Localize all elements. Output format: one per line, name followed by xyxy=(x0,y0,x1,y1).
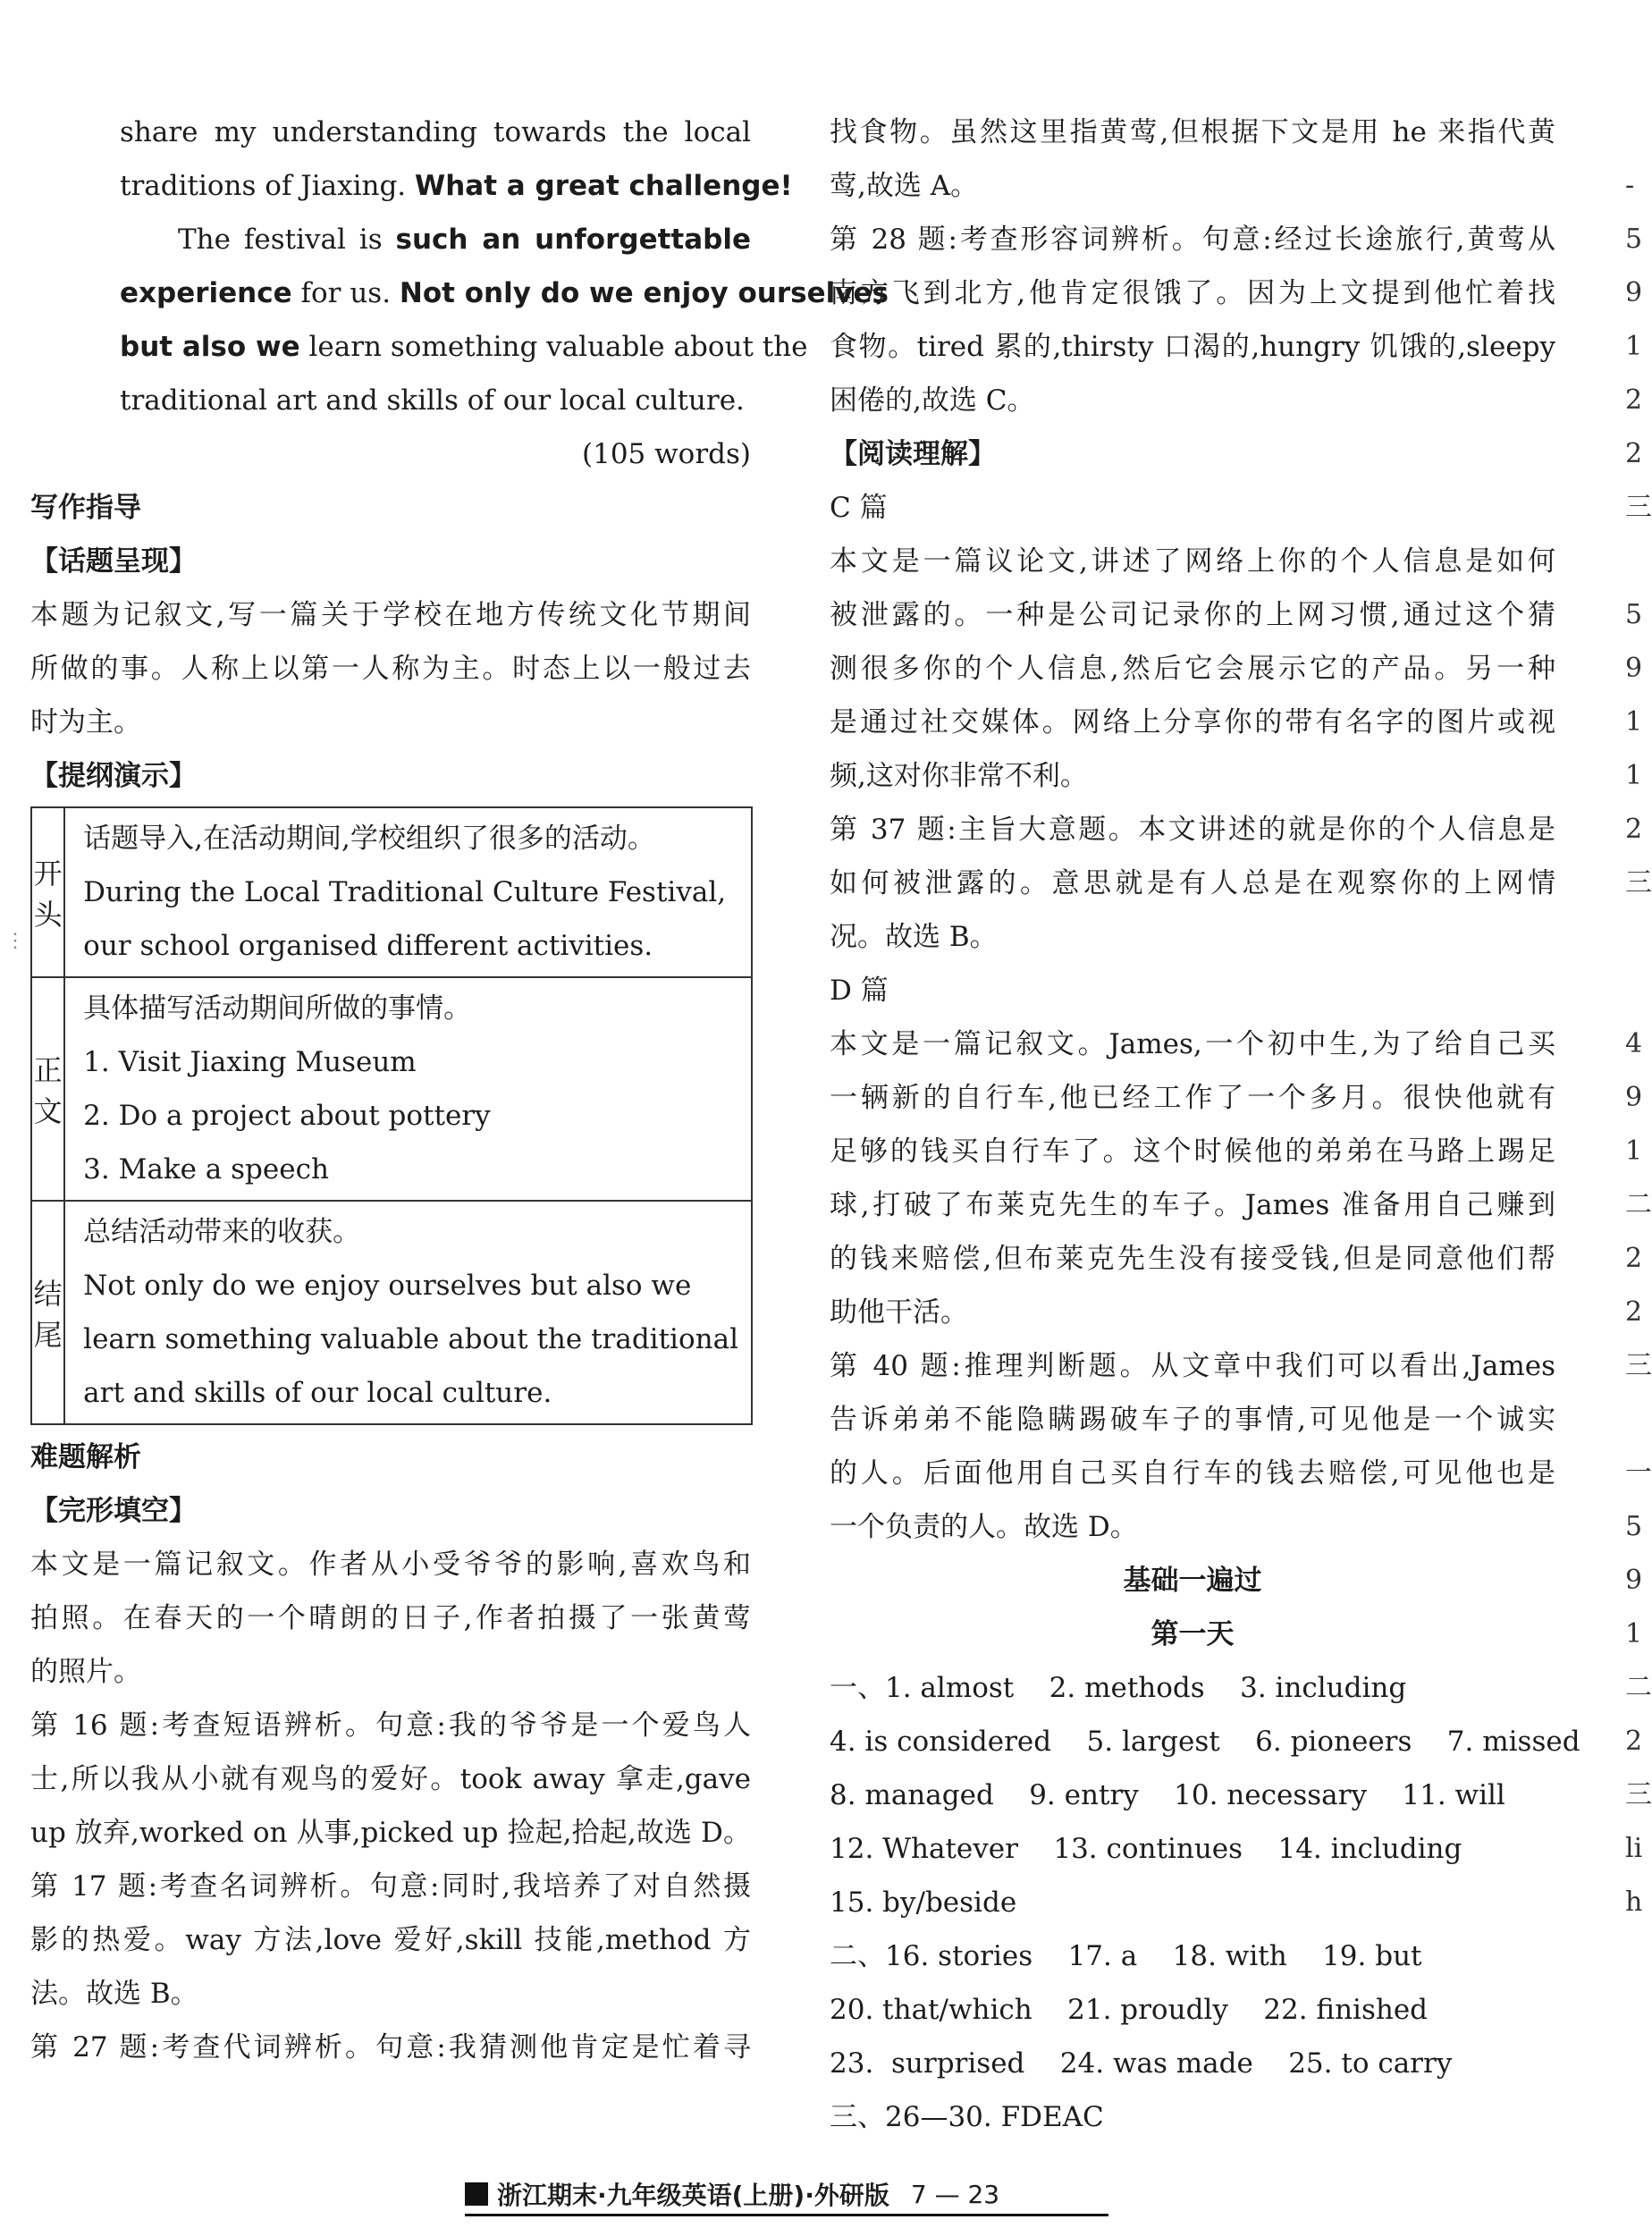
edge-fragment xyxy=(1625,1393,1642,1447)
topic-line: 本题为记叙文,写一篇关于学校在地方传统文化节期间 xyxy=(30,599,751,631)
edge-fragment: 2 xyxy=(1625,1296,1643,1328)
explanation-line: 南方飞到北方,他肯定很饿了。因为上文提到他忙着找 xyxy=(830,277,1555,309)
passage-d-title: D 篇 xyxy=(830,975,889,1007)
explanation-line: 困倦的,故选 C。 xyxy=(830,384,1035,417)
outline-line: learn something valuable about the traditional xyxy=(83,1323,738,1355)
edge-fragment: 三 xyxy=(1625,1779,1652,1810)
edge-fragment: 1 xyxy=(1625,1618,1643,1650)
difficult-heading: 难题解析 xyxy=(30,1441,141,1473)
topic-line: 所做的事。人称上以第一人称为主。时态上以一般过去 xyxy=(30,653,751,685)
page-number: 7 — 23 xyxy=(910,2179,1000,2209)
explanation-line: 第 28 题:考查形容词辨析。句意:经过长途旅行,黄莺从 xyxy=(830,224,1555,256)
passage-d-line: 的人。后面他用自己买自行车的钱去赔偿,可见他也是 xyxy=(830,1457,1555,1490)
answer-line: 8. managed 9. entry 10. necessary 11. will xyxy=(830,1779,1505,1811)
reading-heading: 【阅读理解】 xyxy=(830,438,996,470)
essay-line-6: traditional art and skills of our local culture. xyxy=(120,384,745,417)
answer-line: 12. Whatever 13. continues 14. including xyxy=(830,1833,1462,1865)
passage-c-line: 是通过社交媒体。网络上分享你的带有名字的图片或视 xyxy=(830,706,1555,738)
edge-fragment: 1 xyxy=(1625,760,1643,791)
cloze-line: 第 16 题:考查短语辨析。句意:我的爷爷是一个爱鸟人 xyxy=(30,1709,751,1742)
passage-d-line: 一辆新的自行车,他已经工作了一个多月。很快他就有 xyxy=(830,1082,1555,1114)
footer-rule xyxy=(465,2214,1108,2216)
explanation-line: 莺,故选 A。 xyxy=(830,170,979,202)
passage-d-line: 本文是一篇记叙文。James,一个初中生,为了给自己买 xyxy=(830,1028,1555,1060)
answer-line: 三、26—30. FDEAC xyxy=(830,2101,1104,2133)
answer-line: 23. surprised 24. was made 25. to carry xyxy=(830,2047,1453,2080)
outline-row-ending xyxy=(31,1201,752,1424)
edge-fragment: 2 xyxy=(1625,384,1643,416)
answer-line: 一、1. almost 2. methods 3. including xyxy=(830,1672,1407,1704)
footer-block-icon xyxy=(465,2182,488,2206)
outline-label: 开头 xyxy=(31,807,64,977)
passage-d-line: 球,打破了布莱克先生的车子。James 准备用自己赚到 xyxy=(830,1189,1555,1221)
edge-fragment: 2 xyxy=(1625,438,1643,469)
footer-title: 浙江期末·九年级英语(上册)·外研版 xyxy=(497,2181,889,2210)
passage-c-title: C 篇 xyxy=(830,492,888,524)
edge-fragment: li xyxy=(1625,1833,1643,1864)
edge-fragment: 1 xyxy=(1625,331,1643,362)
essay-line-4: experience for us. Not only do we enjoy ourselves xyxy=(120,277,889,309)
edge-fragment: 三 xyxy=(1625,867,1652,899)
edge-fragment: 5 xyxy=(1625,599,1643,630)
explanation-line: 食物。tired 累的,thirsty 口渴的,hungry 饥饿的,sleepy xyxy=(830,331,1555,363)
edge-fragment: 2 xyxy=(1625,1243,1643,1274)
word-count: (105 words) xyxy=(582,438,751,470)
edge-fragment: 5 xyxy=(1625,224,1643,255)
edge-fragment: 4 xyxy=(1625,1028,1643,1059)
cloze-heading: 【完形填空】 xyxy=(30,1495,197,1527)
answer-line: 20. that/which 21. proudly 22. finished xyxy=(830,1994,1429,2026)
topic-line: 时为主。 xyxy=(30,706,141,738)
passage-c-line: 第 37 题:主旨大意题。本文讲述的就是你的个人信息是 xyxy=(830,814,1555,846)
section-title: 基础一遍过 xyxy=(1123,1565,1262,1597)
cloze-line: 法。故选 B。 xyxy=(30,1978,198,2010)
essay-line-3: The festival is such an unforgettable xyxy=(178,224,751,256)
essay-line-1: share my understanding towards the local xyxy=(120,116,751,148)
cloze-line: 第 17 题:考查名词辨析。句意:同时,我培养了对自然摄 xyxy=(30,1870,751,1903)
passage-d-line: 助他干活。 xyxy=(830,1296,968,1329)
writing-guide-heading: 写作指导 xyxy=(30,492,141,524)
edge-fragment: 三 xyxy=(1625,1350,1652,1381)
outline-content xyxy=(64,1201,752,1424)
outline-line: 具体描写活动期间所做的事情。 xyxy=(83,992,472,1025)
cloze-line: up 放弃,worked on 从事,picked up 捡起,拾起,故选 D。 xyxy=(30,1817,751,1849)
topic-heading: 【话题呈现】 xyxy=(30,545,197,578)
cloze-line: 影的热爱。way 方法,love 爱好,skill 技能,method 方 xyxy=(30,1924,751,1956)
outline-line: 3. Make a speech xyxy=(83,1153,329,1186)
outline-content xyxy=(64,977,752,1201)
cloze-line: 的照片。 xyxy=(30,1656,141,1688)
passage-c-line: 如何被泄露的。意思就是有人总是在观察你的上网情 xyxy=(830,867,1555,899)
binding-mark: ⋮ xyxy=(5,930,25,952)
edge-fragments xyxy=(1625,159,1652,1929)
passage-c-line: 频,这对你非常不利。 xyxy=(830,760,1088,792)
outline-line: Not only do we enjoy ourselves but also we xyxy=(83,1270,692,1302)
page-footer xyxy=(465,2174,1108,2214)
outline-line: 总结活动带来的收获。 xyxy=(83,1216,361,1248)
answer-line: 二、16. stories 17. a 18. with 19. but xyxy=(830,1940,1422,1972)
answer-line: 15. by/beside xyxy=(830,1886,1017,1919)
edge-fragment: h xyxy=(1625,1886,1643,1918)
essay-line-2: traditions of Jiaxing. What a great challenge! xyxy=(120,170,793,202)
outline-line: 2. Do a project about pottery xyxy=(83,1100,491,1132)
outline-line: 1. Visit Jiaxing Museum xyxy=(83,1046,417,1078)
edge-fragment xyxy=(1625,535,1642,588)
cloze-line: 拍照。在春天的一个晴朗的日子,作者拍摄了一张黄莺 xyxy=(30,1602,751,1634)
edge-fragment xyxy=(1625,964,1642,1017)
cloze-line: 本文是一篇记叙文。作者从小受爷爷的影响,喜欢鸟和 xyxy=(30,1549,751,1581)
passage-c-line: 被泄露的。一种是公司记录你的上网习惯,通过这个猜 xyxy=(830,599,1555,631)
outline-row-opening xyxy=(31,807,752,977)
outline-line: art and skills of our local culture. xyxy=(83,1377,552,1409)
day-title: 第一天 xyxy=(1150,1618,1235,1650)
outline-heading: 【提纲演示】 xyxy=(30,760,197,792)
right-column xyxy=(830,105,1580,2144)
edge-fragment: - xyxy=(1625,170,1635,201)
outline-label: 结尾 xyxy=(31,1201,64,1424)
explanation-line: 找食物。虽然这里指黄莺,但根据下文是用 he 来指代黄 xyxy=(830,116,1555,148)
passage-d-line: 告诉弟弟不能隐瞒踢破车子的事情,可见他是一个诚实 xyxy=(830,1404,1555,1436)
edge-fragment: 二 xyxy=(1625,1672,1652,1703)
edge-fragment: 1 xyxy=(1625,1135,1643,1167)
edge-fragment: 二 xyxy=(1625,1189,1652,1220)
outline-line: During the Local Traditional Culture Festival, xyxy=(83,876,727,908)
outline-label: 正文 xyxy=(31,977,64,1201)
outline-line: our school organised different activities. xyxy=(83,930,653,962)
outline-line: 话题导入,在活动期间,学校组织了很多的活动。 xyxy=(83,823,655,855)
edge-fragment: 三 xyxy=(1625,492,1652,523)
passage-d-line: 足够的钱买自行车了。这个时候他的弟弟在马路上踢足 xyxy=(830,1135,1555,1168)
passage-d-line: 第 40 题:推理判断题。从文章中我们可以看出,James xyxy=(830,1350,1555,1382)
passage-c-line: 况。故选 B。 xyxy=(830,921,998,953)
edge-fragment xyxy=(1625,910,1642,964)
passage-d-line: 一个负责的人。故选 D。 xyxy=(830,1511,1138,1543)
edge-fragment: 9 xyxy=(1625,277,1643,308)
edge-fragment: 2 xyxy=(1625,814,1643,845)
edge-fragment: 1 xyxy=(1625,706,1643,738)
edge-fragment: 一 xyxy=(1625,1457,1652,1489)
edge-fragment: 5 xyxy=(1625,1511,1643,1542)
edge-fragment: 2 xyxy=(1625,1726,1643,1757)
passage-c-line: 测很多你的个人信息,然后它会展示它的产品。另一种 xyxy=(830,653,1555,685)
cloze-line: 士,所以我从小就有观鸟的爱好。took away 拿走,gave xyxy=(30,1763,751,1795)
essay-line-5: but also we learn something valuable about the xyxy=(120,331,808,363)
edge-fragment: 9 xyxy=(1625,653,1643,684)
edge-fragment: 9 xyxy=(1625,1565,1643,1596)
outline-table xyxy=(30,806,753,1425)
outline-content xyxy=(64,807,752,977)
passage-c-line: 本文是一篇议论文,讲述了网络上你的个人信息是如何 xyxy=(830,545,1555,578)
outline-row-body xyxy=(31,977,752,1201)
edge-fragment: 9 xyxy=(1625,1082,1643,1113)
cloze-line: 第 27 题:考查代词辨析。句意:我猜测他肯定是忙着寻 xyxy=(30,2031,751,2063)
passage-d-line: 的钱来赔偿,但布莱克先生没有接受钱,但是同意他们帮 xyxy=(830,1243,1555,1275)
answer-line: 4. is considered 5. largest 6. pioneers 7. missed xyxy=(830,1726,1580,1758)
